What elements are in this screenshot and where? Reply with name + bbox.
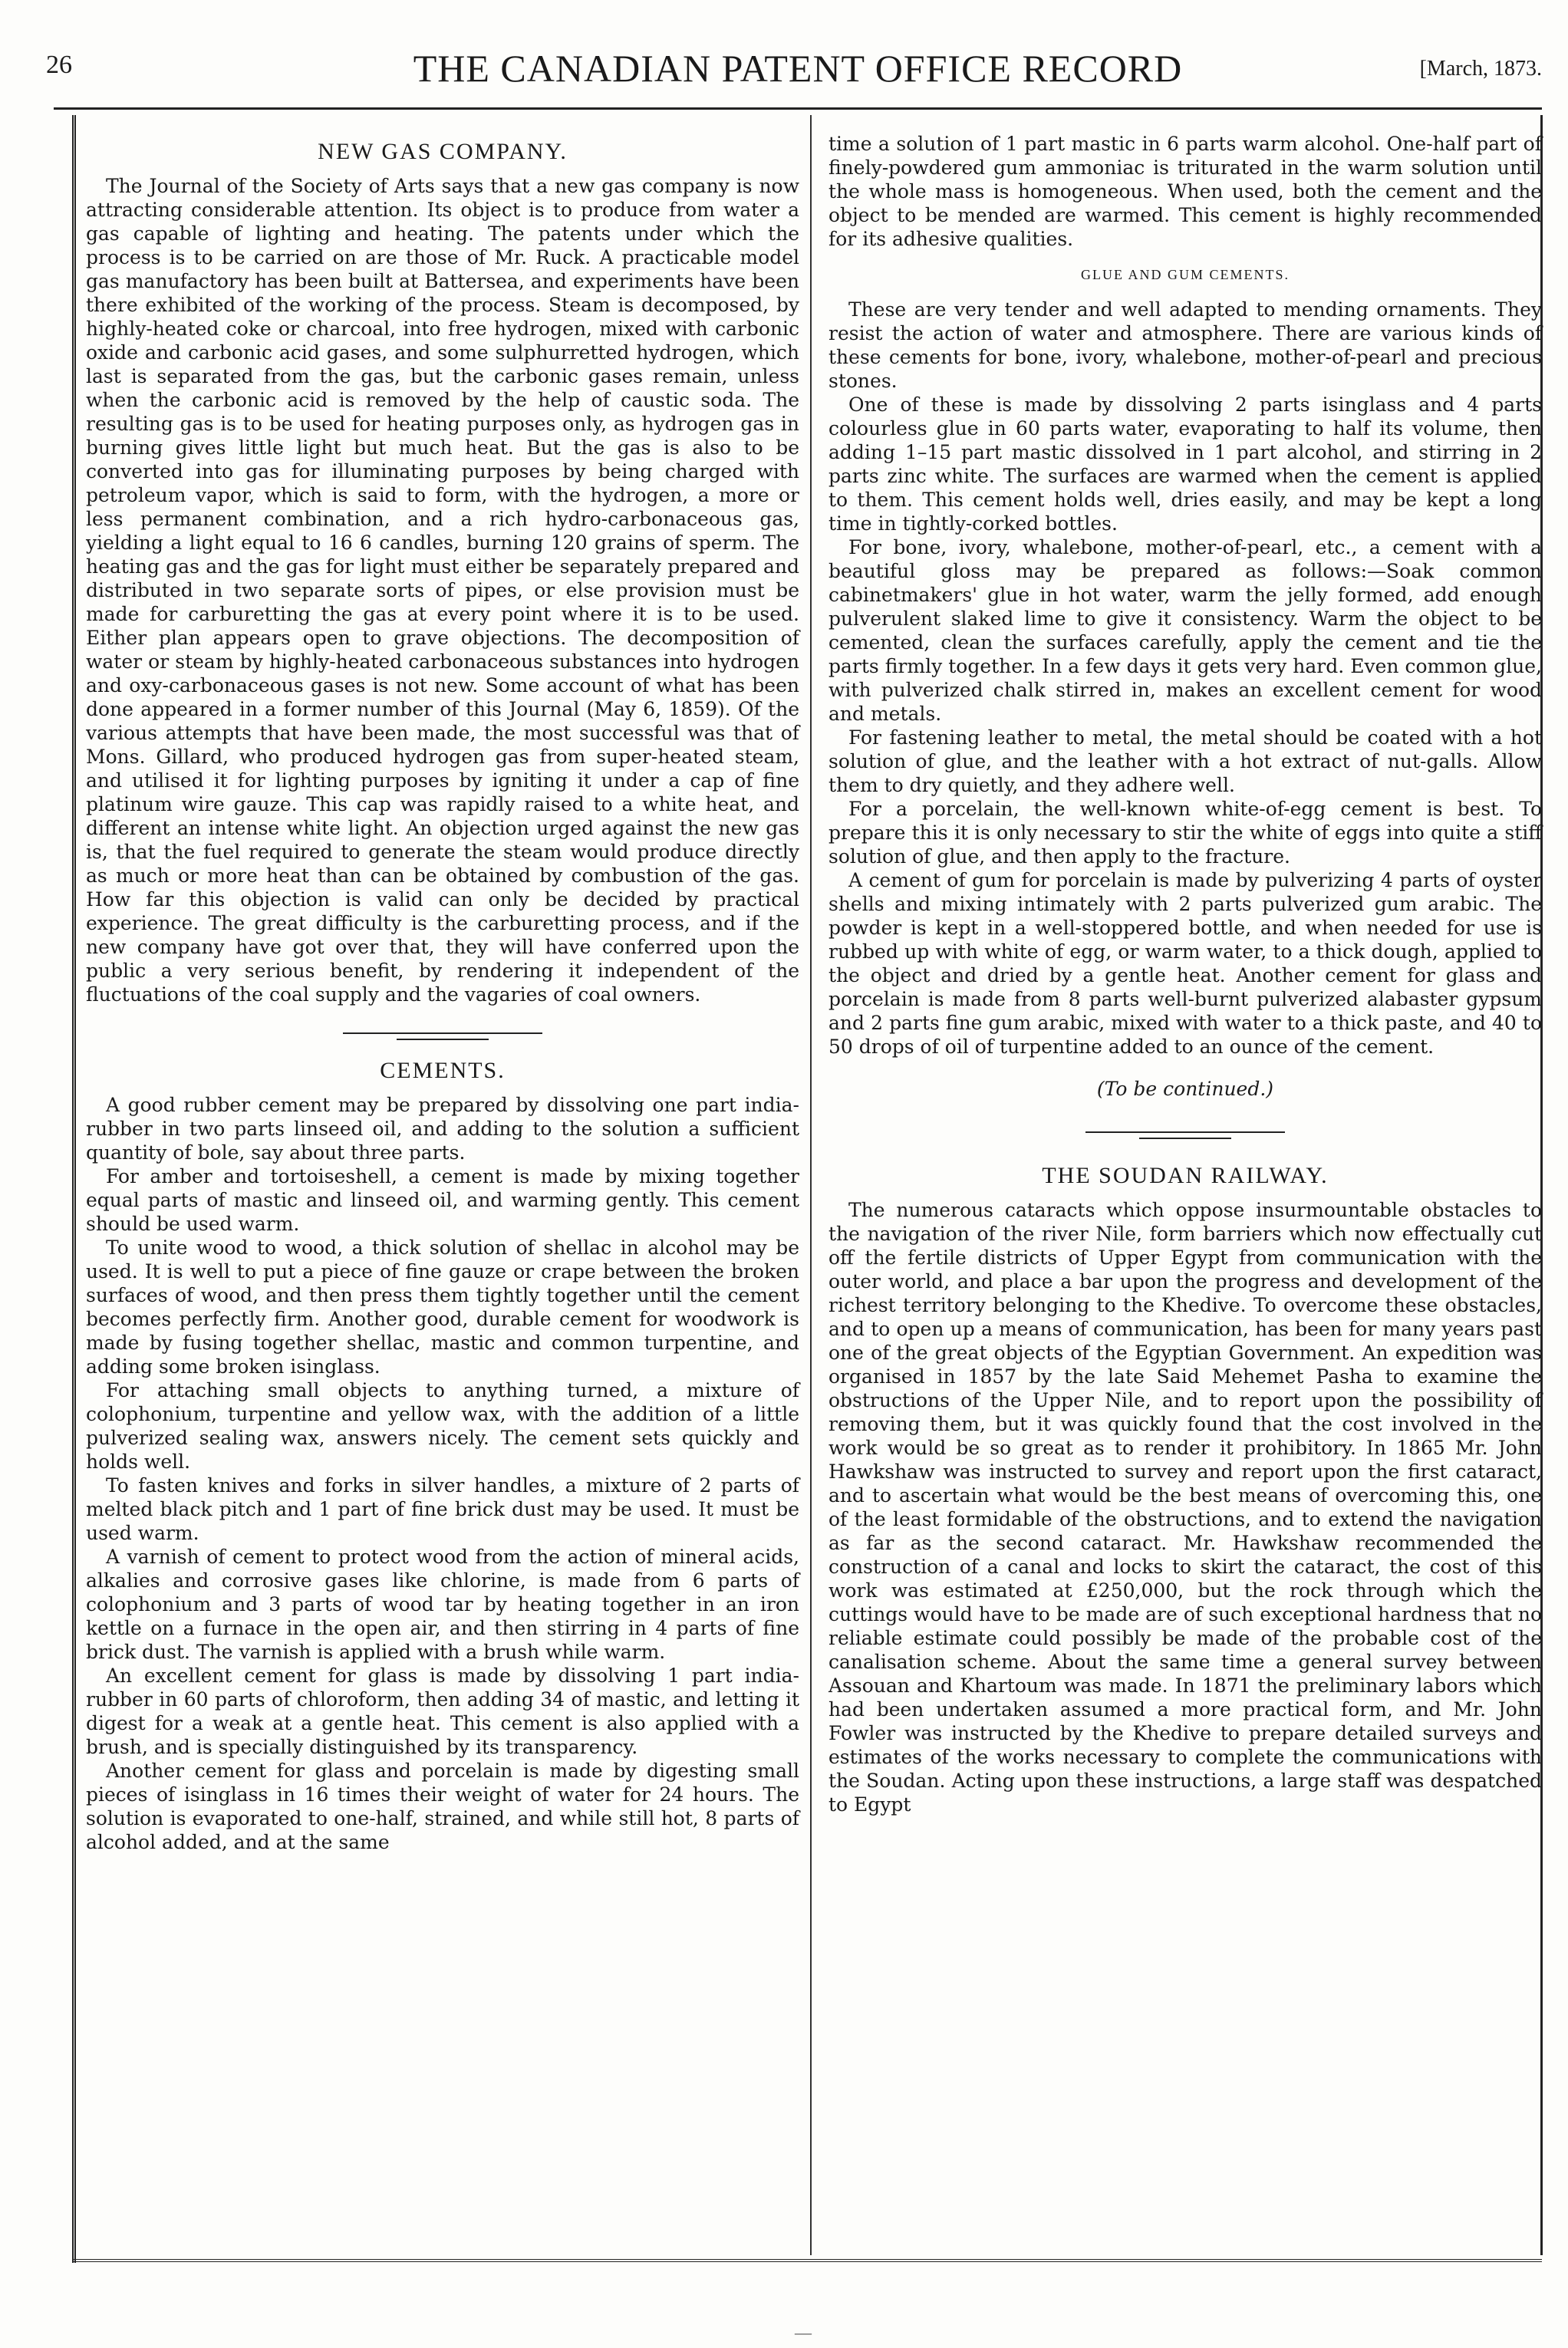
- article-title-cements: CEMENTS.: [380, 1058, 506, 1083]
- left-frame-rule: [72, 115, 76, 2263]
- header-rule: [54, 107, 1542, 110]
- article-paragraph: time a solution of 1 part mastic in 6 parts warm alcohol. One-half part of finely-powdered gum ammoniac is triturated in the warm solution until the whole mass is homogeneous. When used, both the cement and the object to be mended are warmed. This cement is highly recommended for its adhesive qualities.: [828, 133, 1542, 250]
- article-paragraph: To unite wood to wood, a thick solution of shellac in alcohol may be used. It is well to put a piece of fine gauze or crape between the broken surfaces of wood, and then press them tightly together until the cement becomes perfectly firm. Another good, durable cement for woodwork is made by fusing together shellac, mastic and common turpentine, and adding some broken isinglass.: [86, 1237, 799, 1378]
- article-paragraph: A good rubber cement may be prepared by dissolving one part india-rubber in two parts linseed oil, and adding to the solution a sufficient quantity of bole, say about three parts.: [86, 1094, 799, 1164]
- right-column: [828, 132, 1542, 1816]
- subheading-glue-and-gum-cements: GLUE AND GUM CEMENTS.: [1080, 267, 1290, 282]
- running-head: [46, 46, 1550, 100]
- bottom-rule: [72, 2259, 1542, 2262]
- article-paragraph: The Journal of the Society of Arts says that a new gas company is now attracting considerable attention. Its object is to produce from water a gas capable of lighting and heating. The patents under which the process is to be carried on are those of Mr. Ruck. A practicable model gas manufactory has been built at Battersea, and experiments have been there exhibited of the working of the process. Steam is decomposed, by highly-heated coke or charcoal, into free hydrogen, mixed with carbonic oxide and carbonic acid gases, and some sulphurretted hydrogen, which last is separated from the gas, but the carbonic gases remain, unless when the carbonic acid is removed by the help of caustic soda. The resulting gas is to be used for heating purposes only, as hydrogen gas in burning gives little light but much heat. But the gas is also to be converted into gas for illuminating purposes by being charged with petroleum vapor, which is said to form, with the hydrogen, a more or less permanent combination, and a rich hydro-carbonaceous gas, yielding a light equal to 16 6 candles, burning 120 grains of sperm. The heating gas and the gas for light must either be separately prepared and distributed in two separate sorts of pipes, or else provision must be made for carburetting the gas at every point where it is to be used. Either plan appears open to grave objections. The decomposition of water or steam by highly-heated carbonaceous substances into hydrogen and oxy-carbonaceous gases is not new. Some account of what has been done appeared in a former number of this Journal (May 6, 1859). Of the various attempts that have been made, the most successful was that of Mons. Gillard, who produced hydrogen gas from super-heated steam, and utilised it for lighting purposes by igniting it under a cap of fine platinum wire gauze. This cap was rapidly raised to a white heat, and different an intense white light. An objection urged against the new gas is, that the fuel required to generate the steam would produce directly as much or more heat than can be obtained by combustion of the gas. How far this objection is valid can only be decided by practical experience. The great difficulty is the carburetting process, and if the new company have got over that, they will have conferred upon the public a very serious benefit, by rendering it independent of the fluctuations of the coal supply and the vagaries of coal owners.: [86, 175, 799, 1006]
- to-be-continued-note: (To be continued.): [1096, 1078, 1274, 1100]
- article-paragraph: These are very tender and well adapted to mending ornaments. They resist the action of water and atmosphere. There are various kinds of these cements for bone, ivory, whalebone, mother-of-pearl and precious stones.: [828, 298, 1542, 392]
- page-number: 26: [46, 51, 72, 79]
- footer-mark: —: [795, 2323, 812, 2342]
- article-title-new-gas-company: NEW GAS COMPANY.: [318, 139, 568, 164]
- article-paragraph: For bone, ivory, whalebone, mother-of-pearl, etc., a cement with a beautiful gloss may be prepared as follows:—Soak common cabinetmakers' glue in hot water, warm the jelly formed, add enough pulverulent slaked lime to give it consistency. Warm the object to be cemented, clean the surfaces carefully, apply the cement and tie the parts firmly together. In a few days it gets very hard. Even common glue, with pulverized chalk stirred in, makes an excellent cement for wood and metals.: [828, 536, 1542, 725]
- left-column: [86, 132, 799, 1854]
- column-divider-rule: [810, 115, 812, 2255]
- article-paragraph: For a porcelain, the well-known white-of-egg cement is best. To prepare this it is only necessary to stir the white of eggs into quite a stiff solution of glue, and then apply to the fracture.: [828, 798, 1542, 868]
- journal-title: THE CANADIAN PATENT OFFICE RECORD: [413, 47, 1183, 90]
- article-paragraph: Another cement for glass and porcelain is made by digesting small pieces of isinglass in 16 times their weight of water for 24 hours. The solution is evaporated to one-half, strained, and while still hot, 8 parts of alcohol added, and at the same: [86, 1760, 799, 1853]
- article-paragraph: For amber and tortoiseshell, a cement is made by mixing together equal parts of mastic and linseed oil, and warming gently. This cement should be used warm.: [86, 1165, 799, 1235]
- article-paragraph: One of these is made by dissolving 2 parts isinglass and 4 parts colourless glue in 60 parts water, evaporating to half its volume, then adding 1–15 part mastic dissolved in 1 part alcohol, and stirring in 2 parts zinc white. The surfaces are warmed when the cement is applied to them. This cement holds well, dries easily, and may be kept a long time in tightly-corked bottles.: [828, 394, 1542, 535]
- article-paragraph: A cement of gum for porcelain is made by pulverizing 4 parts of oyster shells and mixing intimately with 2 parts pulverized gum arabic. The powder is kept in a well-stoppered bottle, and when needed for use is rubbed up with white of egg, or warm water, to a thick dough, applied to the object and dried by a gentle heat. Another cement for glass and porcelain is made from 8 parts well-burnt pulverized alabaster gypsum and 2 parts fine gum arabic, mixed with water to a thick paste, and 40 to 50 drops of oil of turpentine added to an ounce of the cement.: [828, 869, 1542, 1058]
- article-paragraph: A varnish of cement to protect wood from the action of mineral acids, alkalies and corrosive gases like chlorine, is made from 6 parts of colophonium and 3 parts of wood tar by heating together in an iron kettle on a furnace in the open air, and then stirring in 4 parts of fine brick dust. The varnish is applied with a brush while warm.: [86, 1546, 799, 1663]
- article-paragraph: For attaching small objects to anything turned, a mixture of colophonium, turpentine and yellow wax, with the addition of a little pulverized sealing wax, answers nicely. The cement sets quickly and holds well.: [86, 1379, 799, 1473]
- article-title-soudan-railway: THE SOUDAN RAILWAY.: [1042, 1163, 1329, 1188]
- article-paragraph: The numerous cataracts which oppose insurmountable obstacles to the navigation of the river Nile, form barriers which now effectually cut off the fertile districts of Upper Egypt from communication with the outer world, and place a bar upon the progress and development of the richest territory belonging to the Khedive. To overcome these obstacles, and to open up a means of communication, has been for many years past one of the great objects of the Egyptian Government. An expedition was organised in 1857 by the late Said Mehemet Pasha to examine the obstructions of the Upper Nile, and to report upon the possibility of removing them, but it was quickly found that the cost involved in the work would be so great as to render it prohibitory. In 1865 Mr. John Hawkshaw was instructed to survey and report upon the first cataract, and to ascertain what would be the best means of overcoming this, one of the least formidable of the obstructions, and to extend the navigation as far as the second cataract. Mr. Hawkshaw recommended the construction of a canal and locks to skirt the cataract, the cost of this work was estimated at £250,000, but the rock through which the cuttings would have to be made are of such exceptional hardness that no reliable estimate could possibly be made of the probable cost of the canalisation scheme. About the same time a general survey between Assouan and Khartoum was made. In 1871 the preliminary labors which had been undertaken assumed a more practical form, and Mr. John Fowler was instructed by the Khedive to prepare detailed surveys and estimates of the works necessary to complete the communications with the Soudan. Acting upon these instructions, a large staff was despatched to Egypt: [828, 1199, 1542, 1816]
- section-divider: [1085, 1131, 1285, 1141]
- issue-date: [March, 1873.: [1419, 57, 1542, 81]
- article-paragraph: An excellent cement for glass is made by dissolving 1 part india-rubber in 60 parts of chloroform, then adding 34 of mastic, and letting it digest for a weak at a gentle heat. This cement is also applied with a brush, and is specially distinguished by its transparency.: [86, 1665, 799, 1758]
- section-divider: [343, 1032, 542, 1042]
- article-paragraph: To fasten knives and forks in silver handles, a mixture of 2 parts of melted black pitch and 1 part of fine brick dust may be used. It must be used warm.: [86, 1474, 799, 1544]
- article-paragraph: For fastening leather to metal, the metal should be coated with a hot solution of glue, and the leather with a hot extract of nut-galls. Allow them to dry quietly, and they adhere well.: [828, 726, 1542, 796]
